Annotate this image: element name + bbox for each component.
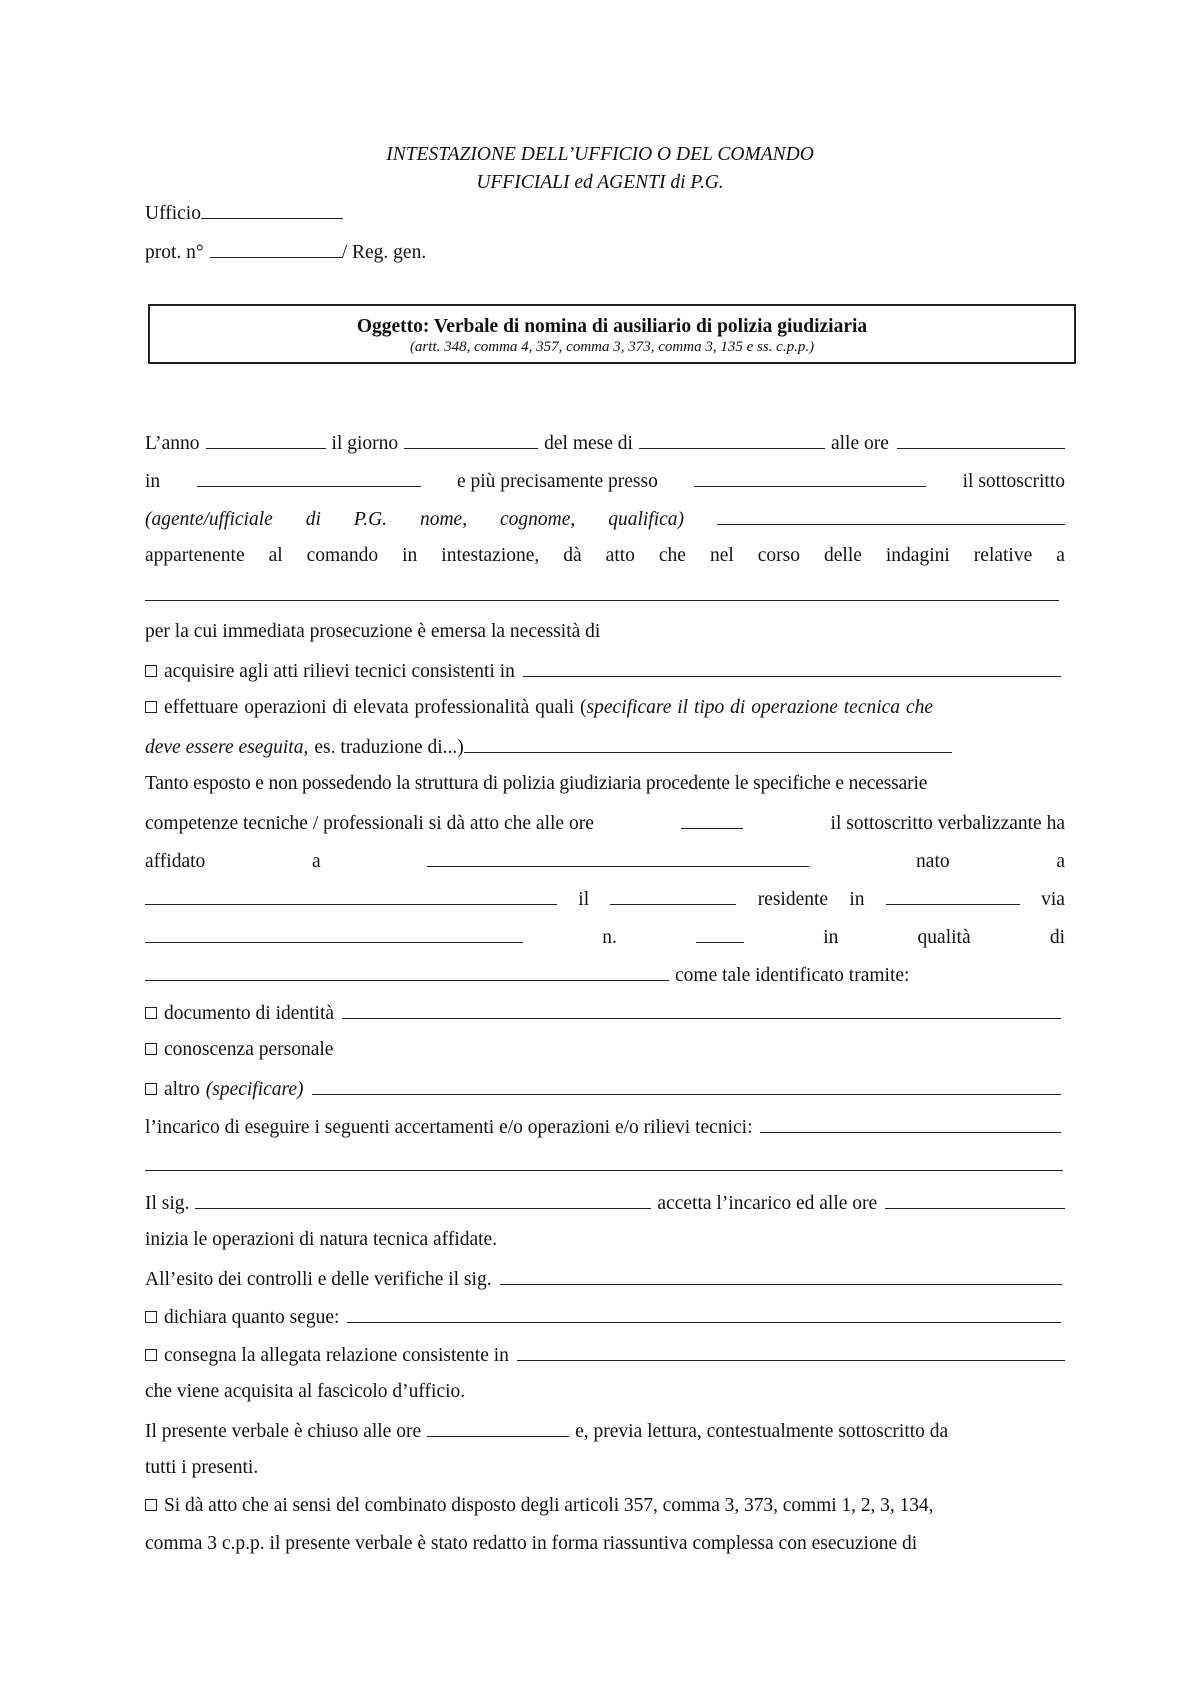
word: a — [1056, 545, 1065, 566]
word: relative — [973, 545, 1033, 566]
ore-accettazione-field[interactable] — [885, 1188, 1065, 1209]
operazioni-spec-label: specificare il tipo di operazione tecnica che — [586, 697, 933, 718]
word: comando — [306, 545, 379, 566]
operazioni-cont-row — [145, 732, 1065, 760]
header-office-line: INTESTAZIONE DELL’UFFICIO O DEL COMANDO — [386, 144, 814, 165]
word: in — [402, 545, 418, 566]
officer-word: di — [305, 509, 321, 530]
documento-option — [145, 998, 1065, 1026]
officer-word: qualifica) — [608, 509, 685, 530]
word: dà — [563, 545, 582, 566]
prot-label: prot. n° — [145, 242, 204, 263]
forma-riassuntiva-text: comma 3 c.p.p. il presente verbale è stato redatto in forma riassuntiva complessa con esecuzione di — [145, 1533, 918, 1554]
officer-word: cognome, — [500, 509, 576, 530]
documento-label: documento di identità — [164, 1003, 335, 1024]
via-label: via — [1041, 889, 1065, 910]
luogo-nascita-field[interactable] — [145, 884, 557, 905]
prot-number-field[interactable] — [210, 237, 342, 258]
ore-affidamento-field[interactable] — [681, 808, 743, 829]
atto-checkbox[interactable] — [145, 1499, 157, 1511]
civico-field[interactable] — [696, 922, 744, 943]
officer-word: P.G. — [353, 509, 388, 530]
mese-label: del mese di — [544, 433, 633, 454]
altro-label: altro — [164, 1079, 200, 1100]
atto-label: Si dà atto che ai sensi del combinato disposto degli articoli 357, comma 3, 373, commi 1, 2, 3, 134, — [164, 1495, 934, 1516]
qualita-field[interactable] — [145, 960, 669, 981]
officer-word: (agente/ufficiale — [145, 509, 273, 530]
dichiara-checkbox[interactable] — [145, 1311, 157, 1323]
word: corso — [757, 545, 801, 566]
presso-label: e più precisamente presso — [456, 471, 658, 492]
word: indagini — [885, 545, 950, 566]
prot-row — [145, 237, 1065, 265]
appartenente-row — [145, 542, 1065, 570]
accetta-row — [145, 1188, 1065, 1216]
officer-word: nome, — [419, 509, 468, 530]
officer-field[interactable] — [717, 504, 1065, 525]
presso-field[interactable] — [694, 466, 926, 487]
word: nel — [709, 545, 734, 566]
conoscenza-label: conoscenza personale — [164, 1039, 334, 1060]
sottoscritto-label: il sottoscritto — [962, 471, 1065, 492]
word: appartenente — [145, 545, 245, 566]
incarico-cont-field[interactable] — [145, 1150, 1063, 1171]
subject-subtitle: (artt. 348, comma 4, 357, comma 3, 373, comma 3, 135 e ss. c.p.p.) — [409, 339, 815, 355]
word: delle — [824, 545, 862, 566]
di-label: di — [1049, 927, 1065, 948]
in-label: in — [823, 927, 839, 948]
conoscenza-option — [145, 1036, 1065, 1064]
competenze-label: competenze tecniche / professionali si dà atto che alle ore — [145, 813, 594, 834]
operazioni-checkbox[interactable] — [145, 701, 157, 713]
identificato-label: come tale identificato tramite: — [675, 965, 910, 986]
conoscenza-checkbox[interactable] — [145, 1043, 157, 1055]
in-label: in — [849, 889, 865, 910]
residenza-field[interactable] — [886, 884, 1020, 905]
affidato-label: affidato — [145, 851, 206, 872]
consegna-field[interactable] — [517, 1340, 1065, 1361]
incarico-field[interactable] — [760, 1112, 1061, 1133]
a-label: a — [311, 851, 321, 872]
sig-name-field[interactable] — [195, 1188, 651, 1209]
altro-spec-label: (specificare) — [205, 1079, 304, 1100]
rilievi-option — [145, 656, 1065, 684]
qualita-row — [145, 960, 1065, 988]
rilievi-label: acquisire agli atti rilievi tecnici consistenti in — [164, 661, 515, 682]
chiuso-label: Il presente verbale è chiuso alle ore — [145, 1421, 422, 1442]
data-nascita-field[interactable] — [610, 884, 736, 905]
qualita-label: qualità — [917, 927, 971, 948]
atto-option — [145, 1492, 1065, 1520]
in-label: in — [145, 471, 161, 492]
word: al — [268, 545, 283, 566]
reg-gen-label: / Reg. gen. — [341, 242, 427, 263]
operazioni-cont-label: deve essere eseguita, — [145, 737, 309, 758]
incarico-cont-row — [145, 1150, 1065, 1178]
anno-label: L’anno — [145, 433, 200, 454]
rilievi-checkbox[interactable] — [145, 665, 157, 677]
mese-field[interactable] — [639, 428, 825, 449]
dichiara-option — [145, 1302, 1065, 1330]
ufficio-row — [145, 198, 1065, 226]
ausiliario-name-field[interactable] — [427, 846, 809, 867]
traduzione-label: es. traduzione di...) — [314, 737, 464, 758]
ore-chiusura-field[interactable] — [427, 1416, 569, 1437]
subject-title: Oggetto: Verbale di nomina di ausiliario di polizia giudiziaria — [356, 316, 868, 337]
consegna-checkbox[interactable] — [145, 1349, 157, 1361]
sottoscritto-da-label: e, previa lettura, contestualmente sottoscritto da — [575, 1421, 949, 1442]
altro-field[interactable] — [312, 1074, 1061, 1095]
address-row — [145, 922, 1065, 950]
subject-box — [148, 304, 1076, 364]
operazioni-label: effettuare operazioni di elevata professionalità quali ( — [164, 697, 587, 718]
sig-label: Il sig. — [145, 1193, 190, 1214]
altro-option — [145, 1074, 1065, 1102]
il-label: il — [578, 889, 590, 910]
numero-label: n. — [602, 927, 617, 948]
residente-label: residente — [757, 889, 829, 910]
ufficio-label: Ufficio — [145, 203, 201, 224]
nato-label: nato — [916, 851, 950, 872]
operazioni-field[interactable] — [464, 732, 952, 753]
chiuso-row — [145, 1416, 1065, 1444]
esito-row — [145, 1264, 1065, 1292]
affidato-row — [145, 846, 1065, 874]
header-officers-line: UFFICIALI ed AGENTI di P.G. — [476, 172, 724, 193]
via-field[interactable] — [145, 922, 523, 943]
consegna-label: consegna la allegata relazione consistente in — [164, 1345, 509, 1366]
indagini-row — [145, 580, 1065, 608]
verbalizzante-label: il sottoscritto verbalizzante ha — [830, 813, 1065, 834]
dichiara-label: dichiara quanto segue: — [164, 1307, 340, 1328]
place-row — [145, 466, 1065, 494]
date-row — [145, 428, 1065, 456]
documento-field[interactable] — [342, 998, 1061, 1019]
consegna-option — [145, 1340, 1065, 1368]
rilievi-field[interactable] — [523, 656, 1061, 677]
dichiara-field[interactable] — [347, 1302, 1061, 1323]
a-label: a — [1056, 851, 1065, 872]
ore-field[interactable] — [897, 428, 1065, 449]
incarico-label: l’incarico di eseguire i seguenti accertamenti e/o operazioni e/o rilievi tecnici: — [145, 1117, 753, 1138]
esposto-text: Tanto esposto e non possedendo la struttura di polizia giudiziaria procedente le specifiche e necessarie — [145, 773, 928, 794]
anno-field[interactable] — [206, 428, 326, 449]
competenze-row — [145, 808, 1065, 836]
giorno-label: il giorno — [331, 433, 399, 454]
esito-sig-field[interactable] — [500, 1264, 1062, 1285]
acquisita-text: che viene acquisita al fascicolo d’ufficio. — [145, 1381, 466, 1402]
birth-row — [145, 884, 1065, 912]
esito-label: All’esito dei controlli e delle verifiche il sig. — [145, 1269, 492, 1290]
ufficio-field[interactable] — [201, 198, 343, 219]
documento-checkbox[interactable] — [145, 1007, 157, 1019]
ore-label: alle ore — [830, 433, 889, 454]
luogo-field[interactable] — [197, 466, 421, 487]
indagini-field[interactable] — [145, 580, 1059, 601]
accetta-label: accetta l’incarico ed alle ore — [657, 1193, 878, 1214]
word: atto — [605, 545, 635, 566]
word: che — [658, 545, 686, 566]
prosecuzione-text: per la cui immediata prosecuzione è emersa la necessità di — [145, 621, 601, 642]
presenti-text: tutti i presenti. — [145, 1457, 259, 1478]
operazioni-option — [145, 694, 1065, 722]
incarico-row — [145, 1112, 1065, 1140]
officer-row — [145, 504, 1065, 532]
word: intestazione, — [441, 545, 540, 566]
inizia-text: inizia le operazioni di natura tecnica affidate. — [145, 1229, 498, 1250]
altro-checkbox[interactable] — [145, 1083, 157, 1095]
giorno-field[interactable] — [404, 428, 538, 449]
